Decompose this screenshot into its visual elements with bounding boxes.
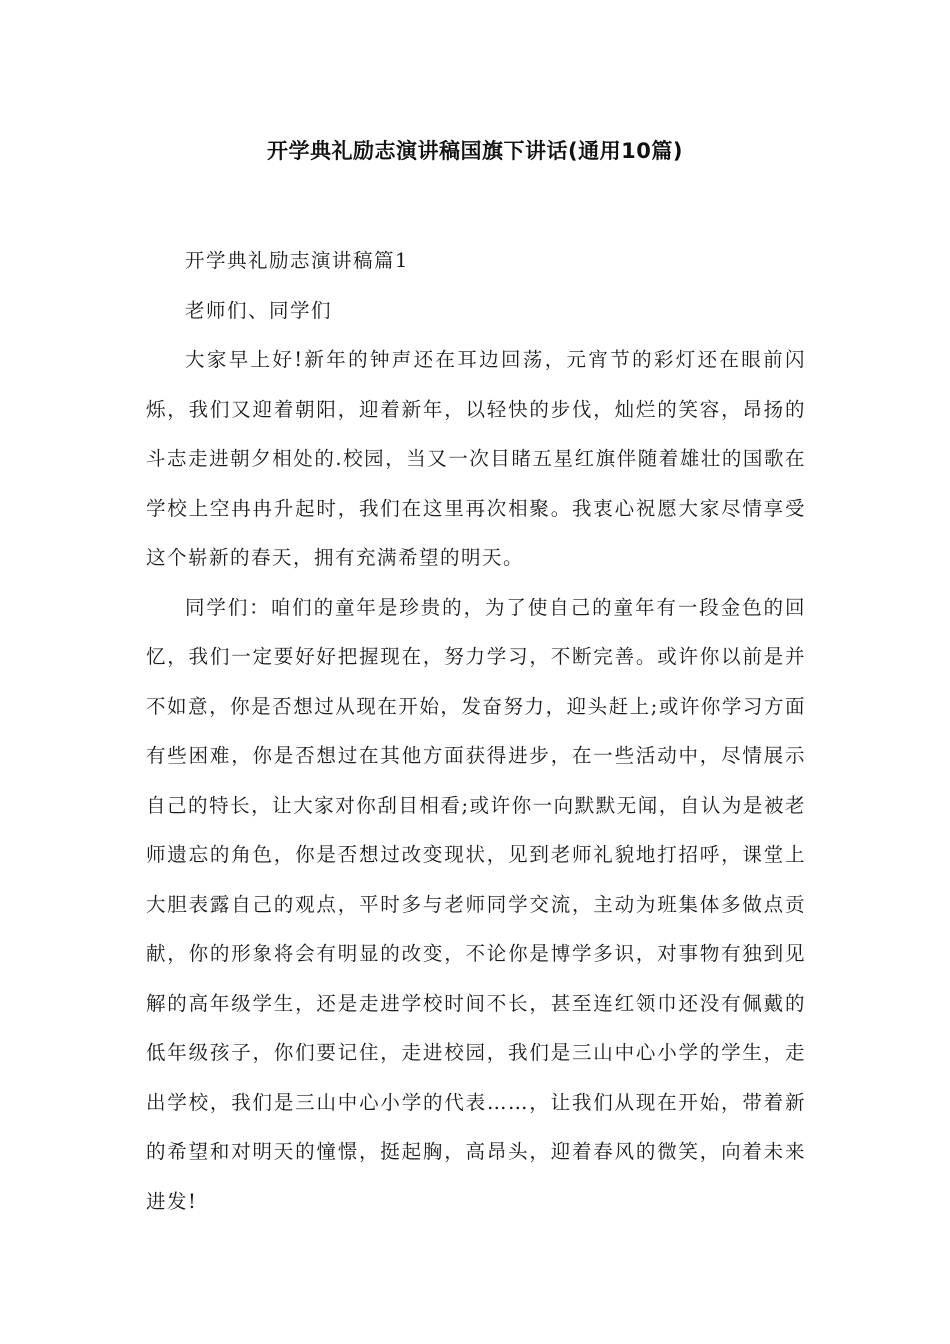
salutation: 老师们、同学们 (185, 298, 333, 322)
paragraph-encouragement: 同学们：咱们的童年是珍贵的，为了使自己的童年有一段金色的回忆，我们一定要好好把握现在，努力学习，不断完善。或许你以前是并不如意，你是否想过从现在开始，发奋努力，迎头赶上;或许你学习方面有些困难，你是否想过在其他方面获得进步，在一些活动中，尽情展示自己的特长，让大家对你刮目相看;或许你一向默默无闻，自认为是被老师遗忘的角色，你是否想过改变现状，见到老师礼貌地打招呼，课堂上大胆表露自己的观点，平时多与老师同学交流，主动为班集体多做点贡献，你的形象将会有明显的改变，不论你是博学多识，对事物有独到见解的高年级学生，还是走进学校时间不长，甚至连红领巾还没有佩戴的低年级孩子，你们要记住，走进校园，我们是三山中心小学的学生，走出学校，我们是三山中心小学的代表……，让我们从现在开始，带着新的希望和对明天的憧憬，挺起胸，高昂头，迎着春风的微笑，向着未来进发! (146, 595, 806, 1213)
section-heading: 开学典礼励志演讲稿篇1 (185, 249, 409, 272)
document-title: 开学典礼励志演讲稿国旗下讲话(通用10篇) (267, 139, 683, 163)
document-body (146, 236, 806, 1226)
paragraph-greeting: 大家早上好!新年的钟声还在耳边回荡，元宵节的彩灯还在眼前闪烁，我们又迎着朝阳，迎着新年，以轻快的步伐，灿烂的笑容，昂扬的斗志走进朝夕相处的.校园，当又一次目睹五星红旗伴随着雄壮的国歌在学校上空冉冉升起时，我们在这里再次相聚。我衷心祝愿大家尽情享受这个崭新的春天，拥有充满希望的明天。 (146, 348, 806, 569)
